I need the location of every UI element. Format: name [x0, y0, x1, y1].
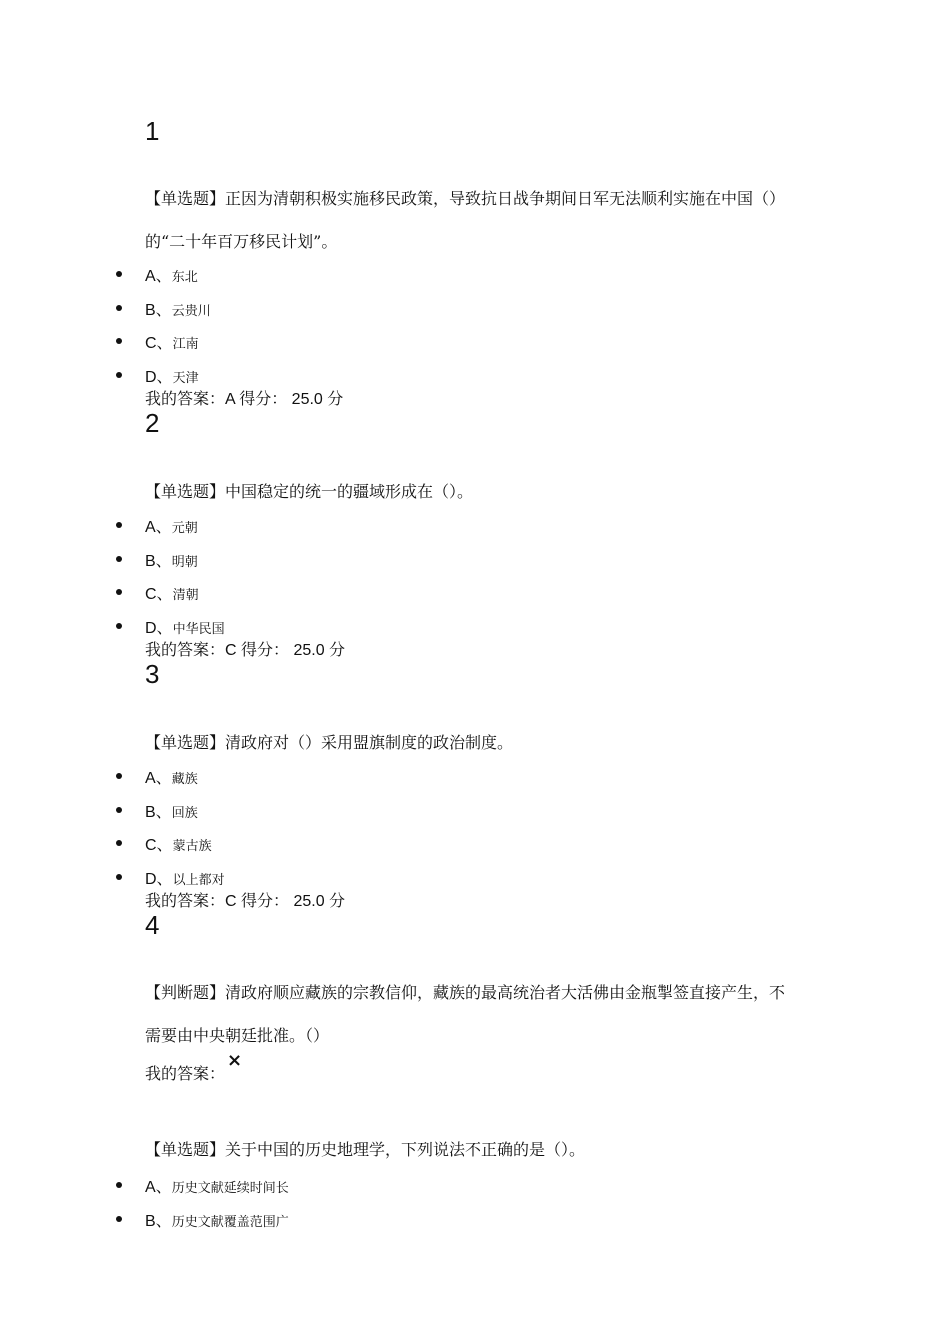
- question-stem: 【单选题】中国稳定的统一的疆域形成在（）。: [145, 482, 474, 501]
- my-answer: 我的答案：C 得分： 25.0 分: [145, 642, 346, 659]
- option-item[interactable]: [145, 615, 225, 638]
- question-stem: 需要由中央朝廷批准。（）: [145, 1026, 330, 1045]
- bullet-icon: [116, 840, 122, 846]
- option-text: 历史文献延续时间长: [171, 1181, 289, 1196]
- option-item[interactable]: [145, 832, 212, 855]
- bullet-icon: [116, 773, 122, 779]
- option-item[interactable]: [145, 330, 199, 353]
- question-stem: 【单选题】清政府对（）采用盟旗制度的政治制度。: [145, 733, 514, 752]
- option-text: 云贵川: [171, 304, 211, 319]
- option-item[interactable]: [145, 866, 225, 889]
- bullet-icon: [116, 522, 122, 528]
- option-letter: B、: [145, 302, 172, 319]
- bullet-icon: [116, 874, 122, 880]
- option-letter: A、: [145, 519, 172, 536]
- option-letter: A、: [145, 770, 172, 787]
- option-letter: B、: [145, 553, 172, 570]
- option-letter: A、: [145, 268, 172, 285]
- option-letter: C、: [145, 837, 173, 854]
- option-text: 清朝: [172, 588, 199, 603]
- bullet-icon: [116, 338, 122, 344]
- option-text: 中华民国: [172, 622, 225, 637]
- option-letter: D、: [145, 369, 173, 386]
- question-number: 1: [145, 116, 160, 146]
- option-item[interactable]: [145, 799, 198, 822]
- option-letter: D、: [145, 871, 173, 888]
- option-text: 历史文献覆盖范围广: [171, 1215, 289, 1230]
- option-text: 天津: [172, 371, 199, 386]
- my-answer: 我的答案：: [145, 1066, 226, 1083]
- question-stem: 【判断题】清政府顺应藏族的宗教信仰，藏族的最高统治者大活佛由金瓶掣签直接产生，不: [145, 983, 786, 1002]
- wrong-mark-icon: ×: [227, 1050, 243, 1071]
- bullet-icon: [116, 807, 122, 813]
- question-number: 2: [145, 408, 160, 438]
- option-item[interactable]: [145, 765, 198, 788]
- bullet-icon: [116, 372, 122, 378]
- option-item[interactable]: [145, 263, 198, 286]
- option-item[interactable]: [145, 581, 199, 604]
- my-answer: 我的答案：C 得分： 25.0 分: [145, 893, 346, 910]
- question-stem: 的“二十年百万移民计划”。: [145, 232, 338, 251]
- question-stem: 【单选题】关于中国的历史地理学，下列说法不正确的是（）。: [145, 1140, 586, 1159]
- option-text: 明朝: [171, 555, 198, 570]
- option-item[interactable]: [145, 514, 198, 537]
- option-text: 蒙古族: [172, 839, 212, 854]
- bullet-icon: [116, 589, 122, 595]
- bullet-icon: [116, 305, 122, 311]
- question-number: 3: [145, 659, 160, 689]
- bullet-icon: [116, 623, 122, 629]
- option-letter: A、: [145, 1179, 172, 1196]
- bullet-icon: [116, 1216, 122, 1222]
- bullet-icon: [116, 1182, 122, 1188]
- bullet-icon: [116, 556, 122, 562]
- option-letter: B、: [145, 1213, 172, 1230]
- option-text: 以上都对: [172, 873, 225, 888]
- question-stem: 【单选题】正因为清朝积极实施移民政策，导致抗日战争期间日军无法顺利实施在中国（）: [145, 189, 786, 208]
- question-number: 4: [145, 910, 160, 940]
- option-item[interactable]: [145, 548, 198, 571]
- my-answer: 我的答案：A 得分： 25.0 分: [145, 391, 344, 408]
- option-text: 回族: [171, 806, 198, 821]
- option-item[interactable]: [145, 297, 211, 320]
- option-letter: C、: [145, 586, 173, 603]
- bullet-icon: [116, 271, 122, 277]
- option-letter: C、: [145, 335, 173, 352]
- option-text: 藏族: [171, 772, 198, 787]
- option-letter: B、: [145, 804, 172, 821]
- option-text: 东北: [171, 270, 198, 285]
- option-item[interactable]: [145, 1174, 289, 1197]
- option-text: 江南: [172, 337, 199, 352]
- option-item[interactable]: [145, 1208, 289, 1231]
- option-item[interactable]: [145, 364, 199, 387]
- option-letter: D、: [145, 620, 173, 637]
- option-text: 元朝: [171, 521, 198, 536]
